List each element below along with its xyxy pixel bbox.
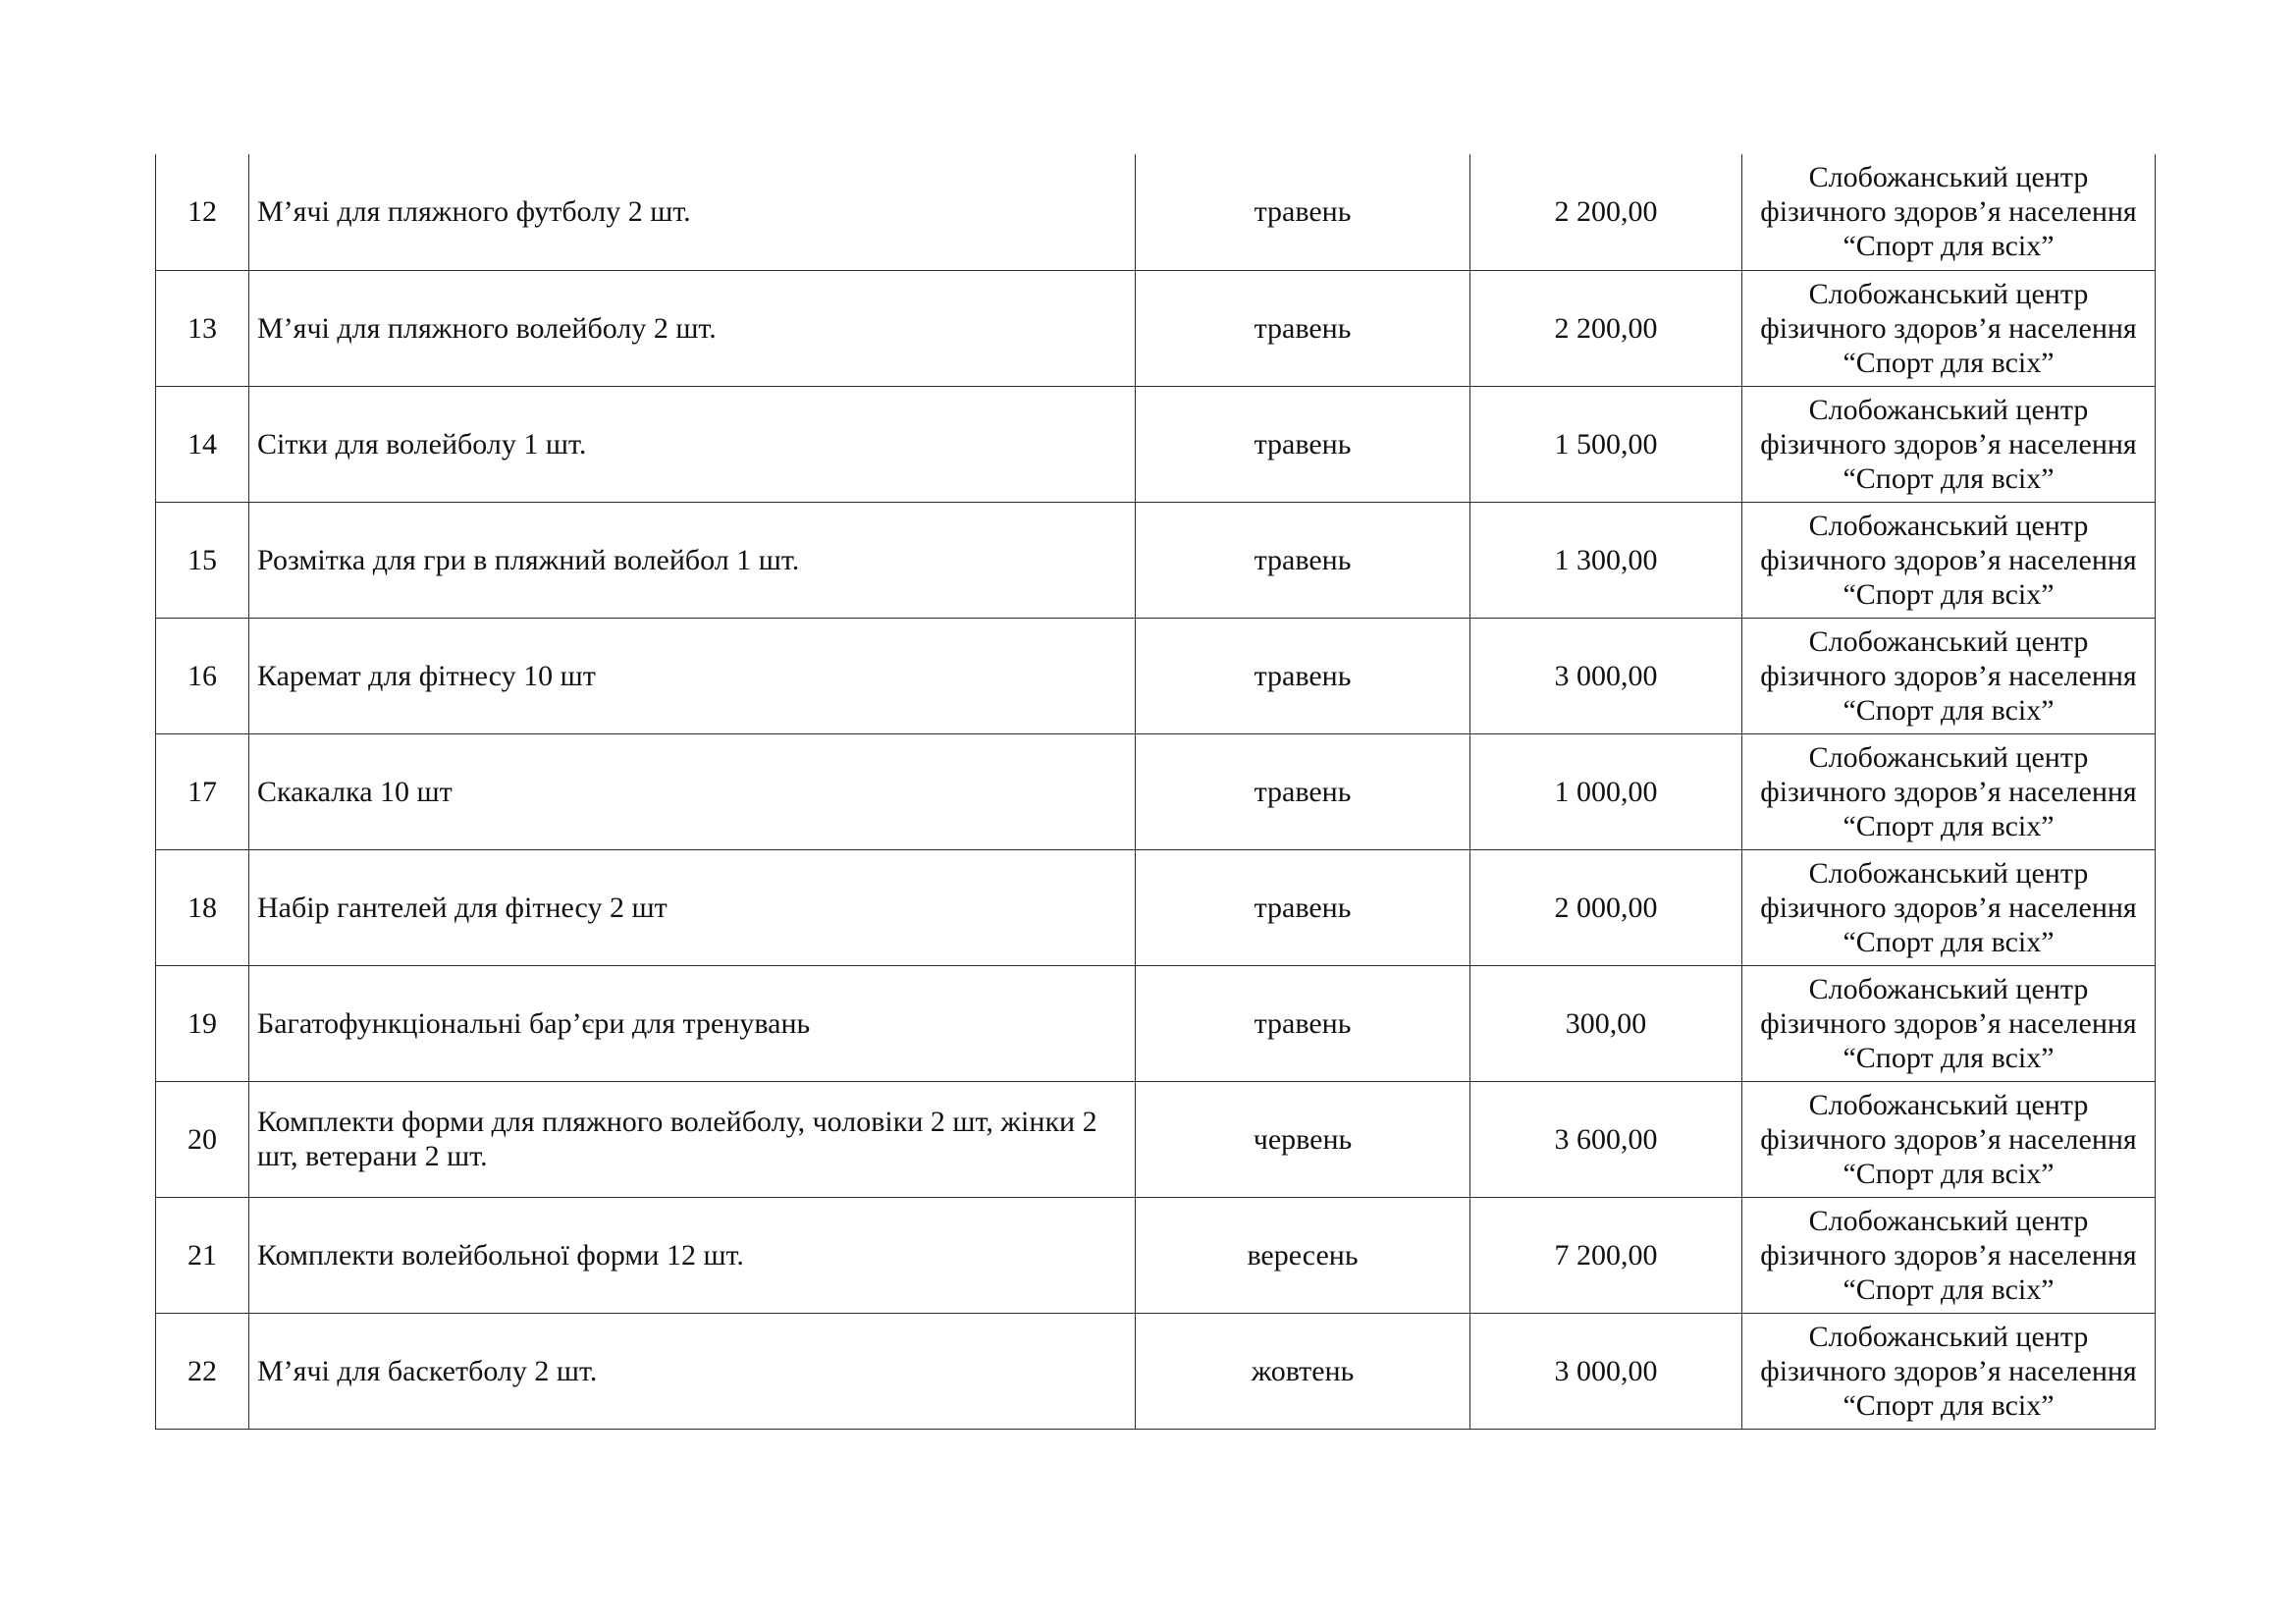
executor-line: “Спорт для всіх”	[1842, 693, 2055, 727]
executor-line: фізичного здоров’я населення	[1760, 775, 2137, 808]
table-row	[156, 502, 2156, 618]
executor-cell	[1742, 733, 2156, 849]
executor-line: “Спорт для всіх”	[1842, 1388, 2055, 1422]
item-name-cell: М’ячі для баскетболу 2 шт.	[249, 1313, 1136, 1429]
amount-cell: 3 000,00	[1470, 1313, 1742, 1429]
table-row	[156, 1081, 2156, 1197]
amount-cell: 7 200,00	[1470, 1197, 1742, 1313]
equipment-plan-table	[155, 154, 2156, 1430]
executor-cell	[1742, 1081, 2156, 1197]
row-number-cell: 15	[156, 502, 249, 618]
item-name-cell: Розмітка для гри в пляжний волейбол 1 шт.	[249, 502, 1136, 618]
executor-cell	[1742, 965, 2156, 1081]
executor-line: Слобожанський центр	[1808, 277, 2089, 310]
amount-cell: 3 600,00	[1470, 1081, 1742, 1197]
row-number-cell: 22	[156, 1313, 249, 1429]
row-number-cell: 21	[156, 1197, 249, 1313]
executor-line: фізичного здоров’я населення	[1760, 543, 2137, 576]
table-row	[156, 965, 2156, 1081]
executor-cell	[1742, 618, 2156, 733]
executor-line: Слобожанський центр	[1808, 509, 2089, 542]
executor-line: фізичного здоров’я населення	[1760, 1122, 2137, 1156]
executor-line: “Спорт для всіх”	[1842, 346, 2055, 379]
amount-cell: 300,00	[1470, 965, 1742, 1081]
executor-line: фізичного здоров’я населення	[1760, 427, 2137, 460]
table-row	[156, 618, 2156, 733]
table-row	[156, 733, 2156, 849]
executor-line: Слобожанський центр	[1808, 740, 2089, 774]
executor-cell	[1742, 386, 2156, 502]
executor-line: Слобожанський центр	[1808, 161, 2089, 194]
amount-cell: 1 500,00	[1470, 386, 1742, 502]
executor-line: “Спорт для всіх”	[1842, 577, 2055, 611]
item-name-cell: Скакалка 10 шт	[249, 733, 1136, 849]
amount-cell: 2 000,00	[1470, 849, 1742, 965]
row-number-cell: 13	[156, 270, 249, 386]
table-row	[156, 154, 2156, 270]
executor-line: Слобожанський центр	[1808, 624, 2089, 658]
executor-line: “Спорт для всіх”	[1842, 1041, 2055, 1074]
executor-line: Слобожанський центр	[1808, 1204, 2089, 1237]
executor-line: фізичного здоров’я населення	[1760, 1006, 2137, 1040]
term-cell: вересень	[1136, 1197, 1470, 1313]
executor-line: “Спорт для всіх”	[1842, 461, 2055, 495]
term-cell: жовтень	[1136, 1313, 1470, 1429]
item-name-cell: Сітки для волейболу 1 шт.	[249, 386, 1136, 502]
executor-cell	[1742, 502, 2156, 618]
executor-line: Слобожанський центр	[1808, 1320, 2089, 1353]
amount-cell: 1 300,00	[1470, 502, 1742, 618]
item-name-cell: Комплекти форми для пляжного волейболу, чоловіки 2 шт, жінки 2 шт, ветерани 2 шт.	[249, 1081, 1136, 1197]
term-cell: травень	[1136, 270, 1470, 386]
row-number-cell: 16	[156, 618, 249, 733]
amount-cell: 2 200,00	[1470, 154, 1742, 270]
executor-line: фізичного здоров’я населення	[1760, 891, 2137, 924]
table-row	[156, 1313, 2156, 1429]
table-row	[156, 386, 2156, 502]
term-cell: травень	[1136, 849, 1470, 965]
executor-line: фізичного здоров’я населення	[1760, 311, 2137, 345]
row-number-cell: 12	[156, 154, 249, 270]
executor-cell	[1742, 1197, 2156, 1313]
executor-cell	[1742, 270, 2156, 386]
amount-cell: 1 000,00	[1470, 733, 1742, 849]
table-row	[156, 849, 2156, 965]
term-cell: червень	[1136, 1081, 1470, 1197]
term-cell: травень	[1136, 386, 1470, 502]
executor-cell	[1742, 849, 2156, 965]
executor-line: Слобожанський центр	[1808, 856, 2089, 890]
item-name-cell: Набір гантелей для фітнесу 2 шт	[249, 849, 1136, 965]
item-name-cell: М’ячі для пляжного волейболу 2 шт.	[249, 270, 1136, 386]
term-cell: травень	[1136, 154, 1470, 270]
executor-line: фізичного здоров’я населення	[1760, 1354, 2137, 1387]
executor-line: Слобожанський центр	[1808, 393, 2089, 426]
executor-cell	[1742, 154, 2156, 270]
executor-line: “Спорт для всіх”	[1842, 1157, 2055, 1190]
row-number-cell: 17	[156, 733, 249, 849]
executor-line: Слобожанський центр	[1808, 972, 2089, 1005]
row-number-cell: 20	[156, 1081, 249, 1197]
item-name-cell: М’ячі для пляжного футболу 2 шт.	[249, 154, 1136, 270]
executor-line: фізичного здоров’я населення	[1760, 1238, 2137, 1272]
row-number-cell: 14	[156, 386, 249, 502]
term-cell: травень	[1136, 733, 1470, 849]
term-cell: травень	[1136, 618, 1470, 733]
table-row	[156, 1197, 2156, 1313]
row-number-cell: 19	[156, 965, 249, 1081]
executor-line: фізичного здоров’я населення	[1760, 659, 2137, 692]
executor-line: фізичного здоров’я населення	[1760, 195, 2137, 229]
amount-cell: 2 200,00	[1470, 270, 1742, 386]
term-cell: травень	[1136, 502, 1470, 618]
executor-line: “Спорт для всіх”	[1842, 230, 2055, 263]
term-cell: травень	[1136, 965, 1470, 1081]
executor-line: “Спорт для всіх”	[1842, 809, 2055, 842]
amount-cell: 3 000,00	[1470, 618, 1742, 733]
executor-cell	[1742, 1313, 2156, 1429]
item-name-cell: Багатофункціональні бар’єри для тренувань	[249, 965, 1136, 1081]
executor-line: “Спорт для всіх”	[1842, 1272, 2055, 1306]
table-body	[156, 154, 2156, 1429]
executor-line: “Спорт для всіх”	[1842, 925, 2055, 958]
row-number-cell: 18	[156, 849, 249, 965]
executor-line: Слобожанський центр	[1808, 1088, 2089, 1121]
table-row	[156, 270, 2156, 386]
item-name-cell: Комплекти волейбольної форми 12 шт.	[249, 1197, 1136, 1313]
item-name-cell: Каремат для фітнесу 10 шт	[249, 618, 1136, 733]
